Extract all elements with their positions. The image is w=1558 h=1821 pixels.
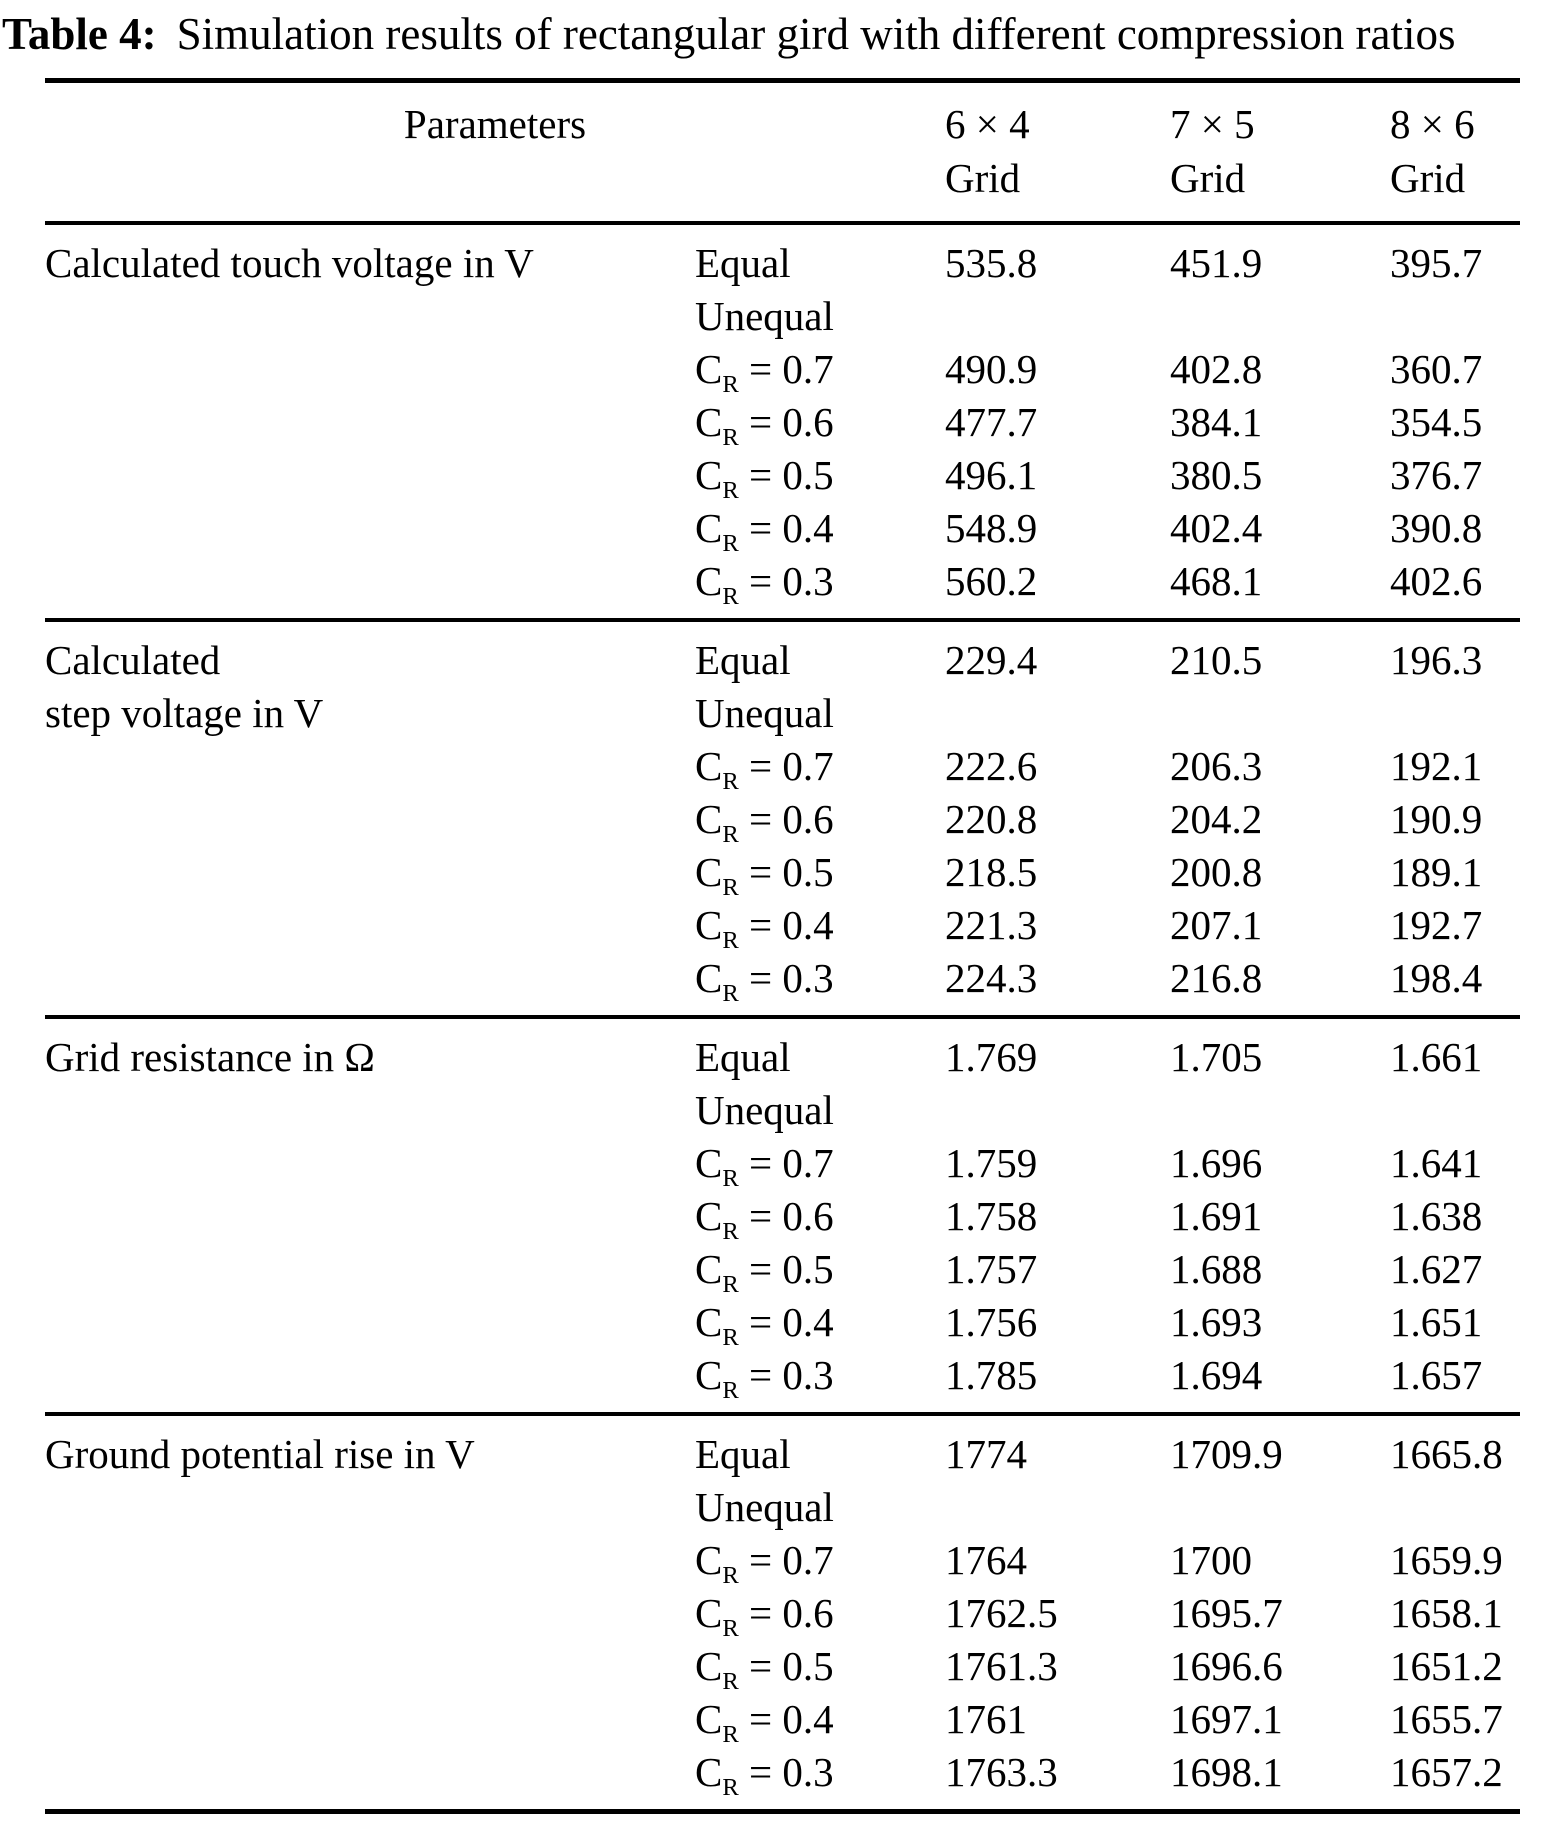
table-section: [45, 225, 1520, 622]
value-cell: 384.1: [1170, 399, 1263, 445]
value-cell: 1709.9: [1170, 1431, 1283, 1477]
header-parameters: Parameters: [403, 101, 587, 147]
value-cell: 1.688: [1170, 1246, 1263, 1292]
value-cell: 1.641: [1390, 1140, 1483, 1186]
row-label: [695, 1693, 945, 1749]
row-label: [695, 1084, 945, 1137]
row-label-subscript: R: [722, 1668, 739, 1696]
value-cell: 189.1: [1390, 849, 1483, 895]
value-cell: 1.694: [1170, 1352, 1263, 1398]
row-label: [695, 343, 945, 399]
table-body: [45, 225, 1520, 1809]
value-cell: 451.9: [1170, 240, 1263, 286]
value-cell: 1762.5: [945, 1590, 1058, 1636]
value-cell: 1697.1: [1170, 1696, 1283, 1742]
row-label-text: = 0.4: [738, 1299, 834, 1345]
header-col-6x4: [945, 97, 1170, 205]
parameter-name-line: Grid resistance in Ω: [45, 1034, 375, 1080]
value-cell: [1390, 687, 1520, 740]
parameter-name-line: Calculated touch voltage in V: [45, 240, 534, 286]
table-section: [45, 622, 1520, 1019]
value-cell: 1764: [945, 1537, 1027, 1583]
row-label: [695, 290, 945, 343]
value-cell: 1658.1: [1390, 1590, 1503, 1636]
header-col-unit: Grid: [1170, 155, 1246, 201]
header-col-size: 7 × 5: [1170, 101, 1255, 147]
value-cell: [1170, 1084, 1390, 1137]
table-header: [45, 83, 1520, 225]
value-cell: 1761.3: [945, 1643, 1058, 1689]
value-cell: 560.2: [945, 558, 1038, 604]
value-cell: [1170, 290, 1390, 343]
header-col-7x5: [1170, 97, 1390, 205]
value-cell: 1.696: [1170, 1140, 1263, 1186]
row-label: [695, 687, 945, 740]
value-cell: [1170, 687, 1390, 740]
row-label-subscript: R: [722, 1562, 739, 1590]
row-label: [695, 740, 945, 796]
row-label: [695, 1031, 945, 1084]
value-cell: 1.785: [945, 1352, 1038, 1398]
row-label-text: = 0.5: [738, 452, 834, 498]
value-cell: 221.3: [945, 902, 1038, 948]
value-cell: 192.1: [1390, 743, 1483, 789]
value-cell: [945, 1084, 1170, 1137]
row-label: [695, 1481, 945, 1534]
row-label-text: Equal: [695, 1034, 791, 1080]
value-cell: 190.9: [1390, 796, 1483, 842]
value-cell: 490.9: [945, 346, 1038, 392]
value-cell: 218.5: [945, 849, 1038, 895]
row-label-text: C: [695, 1749, 723, 1795]
row-label-text: Unequal: [695, 293, 834, 339]
value-cell: 376.7: [1390, 452, 1483, 498]
value-cell: 207.1: [1170, 902, 1263, 948]
value-cell: 229.4: [945, 637, 1038, 683]
value-cell: 496.1: [945, 452, 1038, 498]
row-label-text: C: [695, 1299, 723, 1345]
value-cell: 1.756: [945, 1299, 1038, 1345]
row-label: [695, 793, 945, 849]
value-cell: 395.7: [1390, 240, 1483, 286]
row-label-text: C: [695, 1696, 723, 1742]
row-label-text: = 0.4: [738, 1696, 834, 1742]
row-label-text: C: [695, 1590, 723, 1636]
row-label-text: C: [695, 1643, 723, 1689]
value-cell: 1700: [1170, 1537, 1252, 1583]
value-cell: 1665.8: [1390, 1431, 1503, 1477]
value-cell: 1.691: [1170, 1193, 1263, 1239]
row-label: [695, 502, 945, 558]
value-cell: 216.8: [1170, 955, 1263, 1001]
row-label-text: = 0.7: [738, 1537, 834, 1583]
row-label: [695, 396, 945, 452]
row-label-text: = 0.6: [738, 1193, 834, 1239]
row-label-text: C: [695, 452, 723, 498]
value-cell: 1774: [945, 1431, 1027, 1477]
row-label-subscript: R: [722, 1774, 739, 1802]
value-cell: [1390, 1084, 1520, 1137]
header-col-unit: Grid: [1390, 155, 1466, 201]
row-label-text: C: [695, 505, 723, 551]
parameter-name: [45, 634, 695, 1005]
row-label-text: C: [695, 1140, 723, 1186]
value-cell: 1698.1: [1170, 1749, 1283, 1795]
row-label-text: C: [695, 955, 723, 1001]
value-cell: 220.8: [945, 796, 1038, 842]
value-cell: 468.1: [1170, 558, 1263, 604]
row-label-text: = 0.3: [738, 558, 834, 604]
row-label-text: C: [695, 558, 723, 604]
row-label-subscript: R: [722, 1165, 739, 1193]
value-cell: [945, 1481, 1170, 1534]
row-label-text: = 0.4: [738, 505, 834, 551]
row-label-text: C: [695, 1352, 723, 1398]
row-label: [695, 237, 945, 290]
row-label-subscript: R: [722, 1721, 739, 1749]
parameter-name: [45, 237, 695, 608]
table-caption: [0, 0, 1558, 62]
row-label: [695, 1640, 945, 1696]
row-label-text: C: [695, 1246, 723, 1292]
row-label-text: C: [695, 849, 723, 895]
row-label-text: C: [695, 1193, 723, 1239]
value-cell: 354.5: [1390, 399, 1483, 445]
value-cell: 1659.9: [1390, 1537, 1503, 1583]
data-table: [45, 78, 1520, 1814]
row-label-text: C: [695, 796, 723, 842]
row-label-text: C: [695, 743, 723, 789]
row-label-text: = 0.5: [738, 1246, 834, 1292]
value-cell: 1655.7: [1390, 1696, 1503, 1742]
row-label-text: Unequal: [695, 1087, 834, 1133]
header-col-size: 6 × 4: [945, 101, 1030, 147]
row-label-text: Equal: [695, 240, 791, 286]
row-label-subscript: R: [722, 530, 739, 558]
value-cell: [1390, 1481, 1520, 1534]
row-label-subscript: R: [722, 1377, 739, 1405]
parameter-name-line: step voltage in V: [45, 690, 324, 736]
value-cell: 1761: [945, 1696, 1027, 1742]
row-label: [695, 1137, 945, 1193]
value-cell: 1.705: [1170, 1034, 1263, 1080]
row-label-text: = 0.6: [738, 1590, 834, 1636]
table-section: [45, 1416, 1520, 1809]
row-label-subscript: R: [722, 1615, 739, 1643]
row-label-subscript: R: [722, 821, 739, 849]
value-cell: 402.4: [1170, 505, 1263, 551]
row-label: [695, 952, 945, 1008]
row-label-subscript: R: [722, 927, 739, 955]
row-label: [695, 1190, 945, 1246]
row-label-subscript: R: [722, 583, 739, 611]
value-cell: 380.5: [1170, 452, 1263, 498]
value-cell: 1.693: [1170, 1299, 1263, 1345]
value-cell: 402.8: [1170, 346, 1263, 392]
row-label: [695, 1534, 945, 1590]
parameter-name-line: Calculated: [45, 637, 221, 683]
value-cell: 1.651: [1390, 1299, 1483, 1345]
parameter-name: [45, 1428, 695, 1799]
value-cell: 1.638: [1390, 1193, 1483, 1239]
value-cell: [1390, 290, 1520, 343]
row-label-text: = 0.3: [738, 1749, 834, 1795]
value-cell: 390.8: [1390, 505, 1483, 551]
row-label-text: = 0.6: [738, 796, 834, 842]
row-label-text: = 0.7: [738, 743, 834, 789]
row-label-text: C: [695, 1537, 723, 1583]
value-cell: 192.7: [1390, 902, 1483, 948]
row-label: [695, 1746, 945, 1802]
row-label-subscript: R: [722, 874, 739, 902]
value-cell: 222.6: [945, 743, 1038, 789]
value-cell: [945, 687, 1170, 740]
value-cell: 1.757: [945, 1246, 1038, 1292]
value-cell: 1.627: [1390, 1246, 1483, 1292]
value-cell: 477.7: [945, 399, 1038, 445]
table-caption-label: Table 4:: [2, 9, 157, 59]
row-label: [695, 899, 945, 955]
row-label: [695, 634, 945, 687]
row-label: [695, 555, 945, 611]
row-label: [695, 1349, 945, 1405]
row-label-text: = 0.5: [738, 1643, 834, 1689]
row-label-subscript: R: [722, 424, 739, 452]
value-cell: 1.657: [1390, 1352, 1483, 1398]
value-cell: 360.7: [1390, 346, 1483, 392]
value-cell: 1657.2: [1390, 1749, 1503, 1795]
table-section: [45, 1019, 1520, 1416]
value-cell: 204.2: [1170, 796, 1263, 842]
header-col-8x6: [1390, 97, 1520, 205]
row-label-text: = 0.7: [738, 346, 834, 392]
value-cell: 1696.6: [1170, 1643, 1283, 1689]
header-col-size: 8 × 6: [1390, 101, 1475, 147]
value-cell: 1.759: [945, 1140, 1038, 1186]
row-label-text: Unequal: [695, 1484, 834, 1530]
row-label-subscript: R: [722, 1271, 739, 1299]
value-cell: [1170, 1481, 1390, 1534]
value-cell: [945, 290, 1170, 343]
parameter-name: [45, 1031, 695, 1402]
table-caption-text: Simulation results of rectangular gird with different compression ratios: [176, 9, 1456, 59]
row-label-text: = 0.4: [738, 902, 834, 948]
row-label: [695, 1587, 945, 1643]
value-cell: 1651.2: [1390, 1643, 1503, 1689]
row-label: [695, 1428, 945, 1481]
parameter-name-line: Ground potential rise in V: [45, 1431, 475, 1477]
value-cell: 224.3: [945, 955, 1038, 1001]
value-cell: 198.4: [1390, 955, 1483, 1001]
row-label: [695, 1296, 945, 1352]
value-cell: 1.758: [945, 1193, 1038, 1239]
row-label-subscript: R: [722, 1324, 739, 1352]
row-label-subscript: R: [722, 980, 739, 1008]
value-cell: 206.3: [1170, 743, 1263, 789]
row-label-subscript: R: [722, 768, 739, 796]
value-cell: 535.8: [945, 240, 1038, 286]
value-cell: 196.3: [1390, 637, 1483, 683]
row-label-text: C: [695, 399, 723, 445]
value-cell: 1695.7: [1170, 1590, 1283, 1636]
row-label-text: Equal: [695, 637, 791, 683]
value-cell: 1.661: [1390, 1034, 1483, 1080]
value-cell: 548.9: [945, 505, 1038, 551]
value-cell: 1.769: [945, 1034, 1038, 1080]
row-label-text: = 0.7: [738, 1140, 834, 1186]
value-cell: 200.8: [1170, 849, 1263, 895]
row-label-text: C: [695, 346, 723, 392]
row-label-subscript: R: [722, 477, 739, 505]
value-cell: 1763.3: [945, 1749, 1058, 1795]
row-label-subscript: R: [722, 1218, 739, 1246]
row-label-subscript: R: [722, 371, 739, 399]
value-cell: 402.6: [1390, 558, 1483, 604]
header-col-unit: Grid: [945, 155, 1021, 201]
row-label-text: C: [695, 902, 723, 948]
row-label-text: = 0.3: [738, 1352, 834, 1398]
row-label-text: = 0.5: [738, 849, 834, 895]
row-label: [695, 846, 945, 902]
row-label-text: Equal: [695, 1431, 791, 1477]
row-label-text: = 0.3: [738, 955, 834, 1001]
row-label: [695, 449, 945, 505]
row-label-text: Unequal: [695, 690, 834, 736]
row-label-text: = 0.6: [738, 399, 834, 445]
row-label: [695, 1243, 945, 1299]
value-cell: 210.5: [1170, 637, 1263, 683]
